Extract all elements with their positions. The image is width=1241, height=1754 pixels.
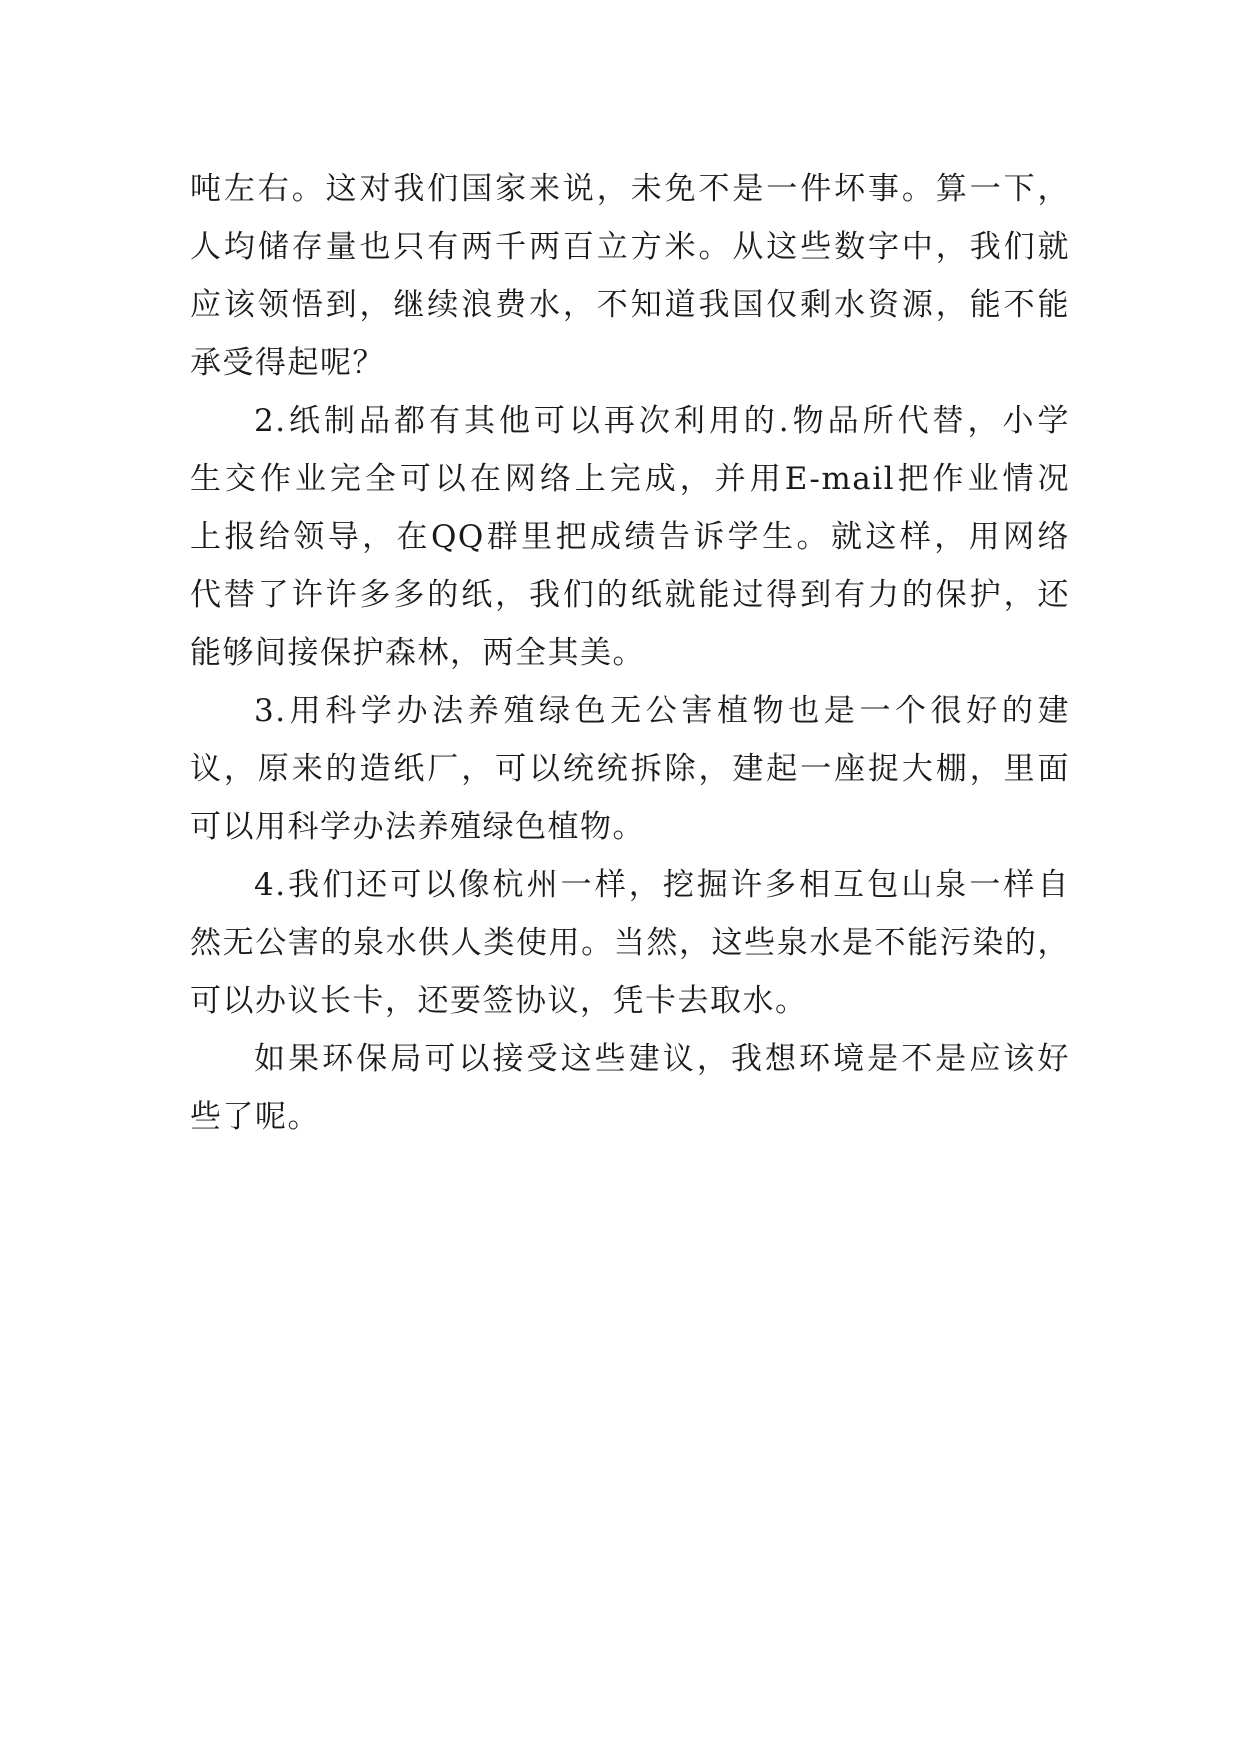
paragraph-1-line-1: 吨左右。这对我们国家来说，未免不是一件坏事。算一下，	[190, 171, 1070, 207]
paragraph-2-line-3: 上报给领导，在QQ群里把成绩告诉学生。就这样，用网络	[190, 519, 1070, 555]
paragraph-4-line-2: 然无公害的泉水供人类使用。当然，这些泉水是不能污染的，	[190, 925, 1070, 961]
paragraph-5-line-2: 些了呢。	[190, 1099, 320, 1135]
paragraph-3-line-3: 可以用科学办法养殖绿色植物。	[190, 809, 645, 845]
paragraph-1-line-4: 承受得起呢？	[190, 345, 385, 381]
paragraph-4-line-1: 4.我们还可以像杭州一样，挖掘许多相互包山泉一样自	[254, 867, 1070, 903]
paragraph-2-line-1: 2.纸制品都有其他可以再次利用的.物品所代替，小学	[254, 403, 1070, 439]
paragraph-3-line-1: 3.用科学办法养殖绿色无公害植物也是一个很好的建	[254, 693, 1070, 729]
paragraph-2-line-4: 代替了许许多多的纸，我们的纸就能过得到有力的保护，还	[190, 577, 1070, 613]
paragraph-4-line-3: 可以办议长卡，还要签协议，凭卡去取水。	[190, 983, 808, 1019]
paragraph-1-line-2: 人均储存量也只有两千两百立方米。从这些数字中，我们就	[190, 229, 1070, 265]
paragraph-1-line-3: 应该领悟到，继续浪费水，不知道我国仅剩水资源，能不能	[190, 287, 1070, 323]
paragraph-2-line-2: 生交作业完全可以在网络上完成，并用E-mail把作业情况	[190, 461, 1070, 497]
paragraph-5-line-1: 如果环保局可以接受这些建议，我想环境是不是应该好	[254, 1041, 1070, 1077]
paragraph-2-line-5: 能够间接保护森林，两全其美。	[190, 635, 645, 671]
paragraph-3-line-2: 议，原来的造纸厂，可以统统拆除，建起一座捉大棚，里面	[190, 751, 1070, 787]
